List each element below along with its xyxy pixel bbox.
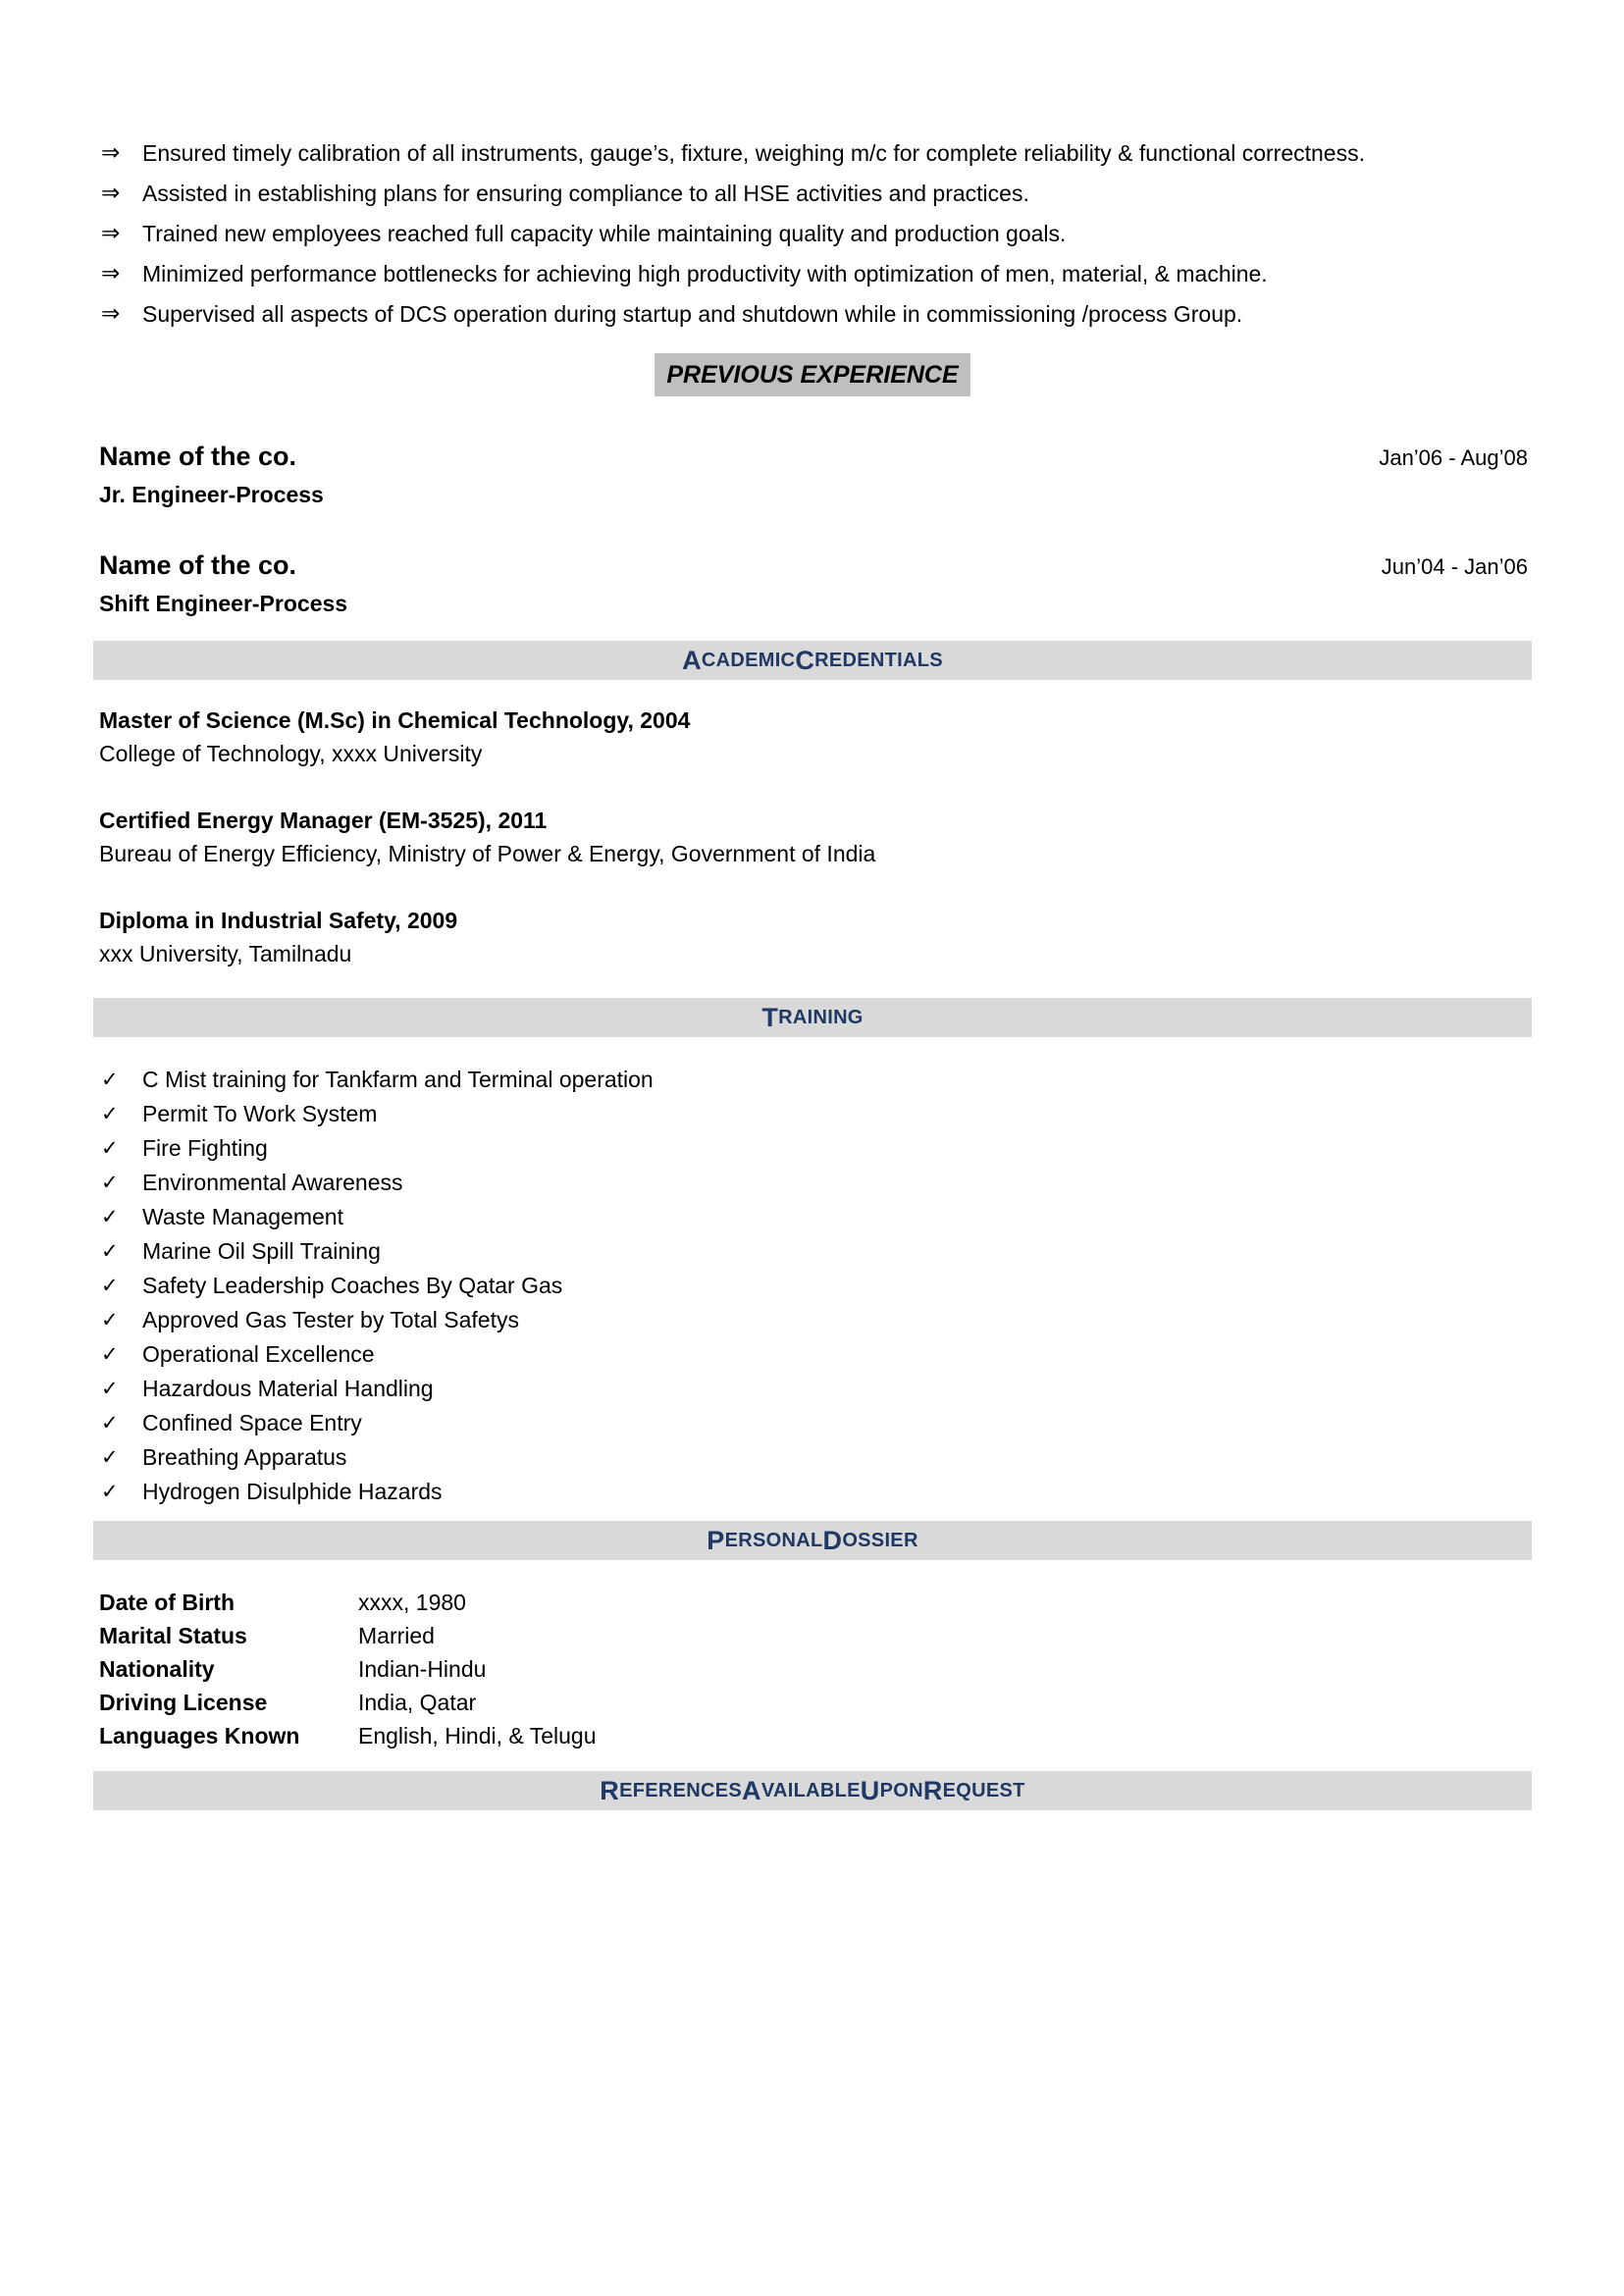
personal-dossier-header: P ERSONAL D OSSIER <box>93 1521 1532 1560</box>
training-text: Environmental Awareness <box>142 1170 403 1195</box>
list-item <box>93 296 1532 332</box>
training-text: C Mist training for Tankfarm and Terminal operation <box>142 1067 654 1092</box>
degree-title: Master of Science (M.Sc) in Chemical Technology, 2004 <box>99 707 691 733</box>
checkmark-icon: ✓ <box>101 1171 119 1194</box>
employment-dates: Jun’04 - Jan’06 <box>1381 554 1528 579</box>
table-row <box>99 1652 1532 1686</box>
list-item <box>93 1234 1532 1269</box>
field-value: xxxx, 1980 <box>358 1590 466 1615</box>
company-name: Name of the co. <box>99 550 297 580</box>
job-title: Shift Engineer-Process <box>99 591 348 616</box>
list-item <box>93 1440 1532 1475</box>
experience-entry-header <box>99 441 1528 474</box>
responsibilities-list <box>93 0 1532 332</box>
double-arrow-bullet-icon: ⇒ <box>101 301 121 327</box>
bullet-text: Minimized performance bottlenecks for achieving high productivity with optimization of men, material, & machine. <box>142 261 1268 287</box>
training-text: Operational Excellence <box>142 1341 375 1367</box>
list-item <box>93 176 1532 211</box>
experience-entry <box>93 549 1532 617</box>
training-text: Fire Fighting <box>142 1135 268 1161</box>
academic-credentials-header: A CADEMIC C REDENTIALS <box>93 641 1532 680</box>
credential-item <box>93 705 1532 768</box>
degree-title: Diploma in Industrial Safety, 2009 <box>99 908 458 933</box>
checkmark-icon: ✓ <box>101 1205 119 1228</box>
bullet-text: Assisted in establishing plans for ensuring compliance to all HSE activities and practices. <box>142 181 1029 206</box>
list-item <box>93 1063 1532 1097</box>
training-text: Permit To Work System <box>142 1101 378 1126</box>
checkmark-icon: ✓ <box>101 1342 119 1366</box>
checkmark-icon: ✓ <box>101 1136 119 1160</box>
job-title: Jr. Engineer-Process <box>99 482 324 507</box>
list-item <box>93 1097 1532 1131</box>
list-item <box>93 216 1532 251</box>
checkmark-icon: ✓ <box>101 1308 119 1331</box>
checkmark-icon: ✓ <box>101 1102 119 1125</box>
training-text: Marine Oil Spill Training <box>142 1238 381 1264</box>
field-value: Married <box>358 1623 435 1648</box>
list-item <box>93 1475 1532 1509</box>
checkmark-icon: ✓ <box>101 1239 119 1263</box>
bullet-text: Ensured timely calibration of all instruments, gauge’s, fixture, weighing m/c for complete reliability & functional correctness. <box>142 140 1365 166</box>
institution-name: Bureau of Energy Efficiency, Ministry of Power & Energy, Government of India <box>99 841 876 866</box>
training-text: Hazardous Material Handling <box>142 1376 434 1401</box>
table-row <box>99 1719 1532 1752</box>
company-name: Name of the co. <box>99 442 297 471</box>
field-label: Nationality <box>99 1656 215 1682</box>
training-text: Approved Gas Tester by Total Safetys <box>142 1307 519 1332</box>
employment-dates: Jan’06 - Aug’08 <box>1379 445 1528 470</box>
resume-content <box>93 0 1532 1810</box>
checkmark-icon: ✓ <box>101 1480 119 1503</box>
list-item <box>93 1269 1532 1303</box>
field-label: Languages Known <box>99 1723 300 1748</box>
list-item <box>93 1372 1532 1406</box>
checkmark-icon: ✓ <box>101 1068 119 1091</box>
experience-entry <box>93 441 1532 508</box>
bullet-text: Trained new employees reached full capacity while maintaining quality and production goals. <box>142 221 1067 246</box>
credential-item <box>93 906 1532 968</box>
bullet-text: Supervised all aspects of DCS operation during startup and shutdown while in commissioning /process Group. <box>142 301 1243 327</box>
training-list <box>93 1063 1532 1509</box>
checkmark-icon: ✓ <box>101 1377 119 1400</box>
list-item <box>93 1166 1532 1200</box>
credential-item <box>93 806 1532 868</box>
training-header: T RAINING <box>93 998 1532 1037</box>
table-row <box>99 1586 1532 1619</box>
field-label: Driving License <box>99 1690 268 1715</box>
training-text: Waste Management <box>142 1204 343 1229</box>
double-arrow-bullet-icon: ⇒ <box>101 140 121 166</box>
previous-experience-title: PREVIOUS EXPERIENCE <box>655 353 969 396</box>
degree-title: Certified Energy Manager (EM-3525), 2011 <box>99 808 548 833</box>
table-row <box>99 1686 1532 1719</box>
previous-experience-header <box>93 353 1532 397</box>
institution-name: xxx University, Tamilnadu <box>99 941 352 966</box>
field-value: English, Hindi, & Telugu <box>358 1723 597 1748</box>
experience-entry-header <box>99 549 1528 583</box>
training-text: Safety Leadership Coaches By Qatar Gas <box>142 1273 563 1298</box>
double-arrow-bullet-icon: ⇒ <box>101 181 121 206</box>
list-item <box>93 1131 1532 1166</box>
list-item <box>93 1406 1532 1440</box>
field-value: India, Qatar <box>358 1690 477 1715</box>
references-header: R EFERENCES A VAILABLE U PON R EQUEST <box>93 1771 1532 1810</box>
list-item <box>93 1200 1532 1234</box>
field-label: Date of Birth <box>99 1590 235 1615</box>
list-item <box>93 1337 1532 1372</box>
training-text: Breathing Apparatus <box>142 1444 347 1470</box>
field-label: Marital Status <box>99 1623 247 1648</box>
checkmark-icon: ✓ <box>101 1274 119 1297</box>
table-row <box>99 1619 1532 1652</box>
list-item <box>93 256 1532 291</box>
training-text: Confined Space Entry <box>142 1410 362 1435</box>
list-item <box>93 1303 1532 1337</box>
field-value: Indian-Hindu <box>358 1656 487 1682</box>
personal-dossier-table <box>93 1586 1532 1752</box>
checkmark-icon: ✓ <box>101 1445 119 1469</box>
double-arrow-bullet-icon: ⇒ <box>101 261 121 287</box>
double-arrow-bullet-icon: ⇒ <box>101 221 121 246</box>
list-item <box>93 135 1532 171</box>
institution-name: College of Technology, xxxx University <box>99 741 483 766</box>
training-text: Hydrogen Disulphide Hazards <box>142 1479 443 1504</box>
checkmark-icon: ✓ <box>101 1411 119 1435</box>
